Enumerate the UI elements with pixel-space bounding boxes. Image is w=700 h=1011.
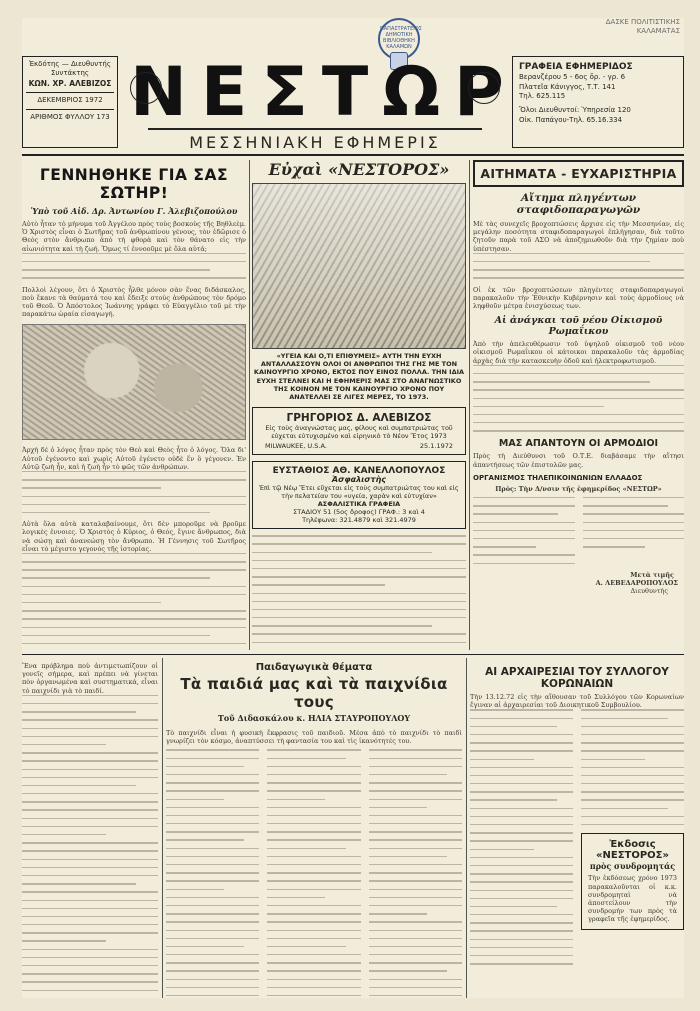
offices-line2: Πλατεῖα Κάνιγγος, Τ.Τ. 141 [519,82,616,91]
article-body-lines [473,253,684,279]
masthead [130,53,518,152]
ad-role: Ἀσφαλιστὴς [331,475,387,485]
article-paragraph: Μὲ τὰς συνεχεῖς βροχοπτώσεις ἄρχισε εἰς τὴν Μεσσηνίαν, εἰς μεγάλην ποσότητα σταφιδοπαραγωγοὶ ἐπλήγησαν, διὰ τοῦτο ζητοῦν παρὰ τοῦ ΑΣΟ νὰ ἀποζημιωθοῦν διὰ τὴν ζημίαν ποὺ ὑπέστησαν. [473,220,684,253]
letter-body [473,497,684,571]
divider [26,92,114,93]
issue-date: ΔΕΚΕΜΒΡΙΟΣ 1972 [37,96,103,105]
column-rule [469,160,470,650]
publisher-box [22,56,118,148]
photo-caption: «ΥΓΕΙΑ ΚΑΙ Ο,ΤΙ ΕΠΙΘΥΜΕΙΣ» ΑΥΤΗ ΤΗΝ ΕΥΧΗ ΑΝΤΑΛΛΑΣΣΟΥΝ ΟΛΟΙ ΟΙ ΑΝΘΡΩΠΟΙ ΤΗΣ ΓΗΣ ΜΕ ΤΟΝ ΚΑΙΝΟΥΡΓΙΟ ΧΡΟΝΟ, ΕΚΤΟΣ ΠΟΥ ΕΙΝΟΣ ΠΟΛΛΑ. ΤΗΝ ΙΔΙΑ ΕΥΧΗ ΣΤΕΛΝΕΙ ΚΑΙ Η ΕΦΗΜΕΡΙΣ ΜΑΣ ΣΤΟ ΑΝΑΓΝΩΣΤΙΚΟ ΤΗΣ ΚΟΙΝΟΝ ΜΕ ΤΟΝ ΚΑΙΝΟΥΡΓΙΟ ΧΡΟΝΟ ΠΟΥ ΑΝΑΤΕΛΛΕΙ ΣΕ ΛΙΓΕΣ ΜΕΡΕΣ, ΤΟ 1973. [253,352,465,402]
nativity-illustration [22,324,246,440]
newspaper-subtitle: ΜΕΣΣΗΝΙΑΚΗ ΕΦΗΜΕΡΙΣ [148,128,482,152]
section-heading-romaiiko: Αἱ ἀνάγκαι τοῦ νέου Οἰκισμοῦ Ρωμαΐικου [494,315,663,338]
notice-heading: Ἐκδοσις «ΝΕΣΤΟΡΟΣ» [596,839,669,862]
ote-organization: ΟΡΓΑΝΙΣΜΟΣ ΤΗΛΕΠΙΚΟΙΝΩΝΙΩΝ ΕΛΛΑΔΟΣ [473,473,643,482]
greeting-ad-alevizos [252,407,466,455]
stamp-text: ΠΑΠΑΣΤΡΑΤΕΙΟΣ ΔΗΜΟΤΙΚΗ ΒΙΒΛΙΟΘΗΚΗ ΚΑΛΑΜΩΝ [380,26,422,50]
article-body-lines [22,695,158,991]
winter-photo [252,183,466,349]
publisher-name: ΚΩΝ. ΧΡ. ΑΛΕΒΙΖΟΣ [28,78,112,88]
corner-note-line2: ΚΑΛΑΜΑΤΑΣ [636,27,680,36]
article-paragraph: Ἕνα πρόβλημα ποὺ ἀντιμετωπίζουν οἱ γονεῖς σήμερα, καὶ πρέπει νὰ γίνεται πὸν ὀργανωμένα καὶ συστηματικά, εἶναι τὸ παιχνίδι γιὰ τὸ παιδί. [22,662,158,695]
article-paragraph: Αὐτὰ ὅλα αὐτὰ καταλαβαίνουμε, ὅτι δὲν μποροῦμε νὰ βροῦμε λογικὲς ἐννοιες. Ὁ Χριστὸς ὁ Κύριος, ὁ Θεός, ἔγινε ἄνθρωπος, διὰ νὰ σώσῃ καὶ ἀνανεώσῃ τὸν ἄνθρωπο. Ἡ Γέννησις τοῦ Σωτῆρος εἶναι τὸ μέγιστο γεγονὸς τῆς ἱστορίας. [22,520,246,553]
section-box-heading: ΑΙΤΗΜΑΤΑ - ΕΥΧΑΡΙΣΤΗΡΙΑ [473,160,684,187]
newspaper-title: ΝΕΣΤΩΡ [130,53,518,132]
letter-recipient: Πρὸς: Τὴν Δ/νσιν τῆς ἐφημερίδος «ΝΕΣΤΩΡ» [495,484,662,493]
offices-cost1: Ὅλοι Διευθυντοί: Ὑπηρεσία 120 [519,106,631,115]
ad-phone: Τηλέφωνα: 321.4879 καὶ 321.4979 [302,516,416,525]
ad-firm: ΑΣΦΑΛΙΣΤΙΚΑ ΓΡΑΦΕΙΑ [317,500,401,509]
column-rule [162,658,163,998]
article-byline: Τοῦ Διδασκάλου κ. ΗΛΙΑ ΣΤΑΥΡΟΠΟΥΛΟΥ [217,713,411,723]
article-kicker: Παιδαγωγικὰ θέματα [255,662,373,673]
article-headline: Τὰ παιδιά μας καὶ τὰ παιχνίδια τους [180,675,448,711]
offices-line3: Τηλ. 625.115 [519,92,566,101]
subscribers-notice [581,833,684,929]
letter-sign-role: Μετὰ τιμῆς [630,570,674,579]
publisher-label: Ἐκδότης — Διευθυντής [29,60,111,68]
article-paragraph: Ἀπὸ τὴν ἀπελευθέρωσιν τοῦ ὑψηλοῦ οἰκισμοῦ τοῦ νέου οἰκισμοῦ Ρωμαΐικου οἱ κάτοικοι παρακαλοῦν τὰς ἁρμοδίας ἀρχὰς διὰ τὴν κατασκευὴν ὁδοῦ καὶ ἡλεκτροφωτισμοῦ. [473,340,684,365]
article-kids-games [166,658,462,998]
publisher-role: Συντάκτης [50,69,90,78]
ad-date: 25.1.1972 [419,442,453,451]
notice-subheading: πρὸς συνδρομητάς [589,861,676,872]
top-rule [22,154,684,156]
offices-heading: ΓΡΑΦΕΙΑ ΕΦΗΜΕΡΙΔΟΣ [519,62,633,72]
article-body-lines [22,253,246,279]
article-headline: ΑΙ ΑΡΧΑΙΡΕΣΙΑΙ ΤΟΥ ΣΥΛΛΟΓΟΥ ΚΟΡΩΝΑΙΩΝ [485,666,669,690]
article-paragraph: Ἀρχὴ δέ ὁ λόγος ἦταν πρὸς τὸν Θεὸ καὶ Θεὸς ἦτο ὁ λόγος. Ὅλα δι' Αὐτοῦ ἐγένοντο καὶ χωρὶς Αὐτοῦ ἐγένετο οὐδὲ ἕν ὃ γέγονεν. Ἐν Αὐτῷ ζωὴ ἦν, καὶ ἡ ζωὴ ἦν τὸ φῶς τῶν ἀνθρώπων. [22,446,246,471]
column-rule [466,658,467,998]
article-paragraph: Οἱ ἐκ τῶν βροχοπτώσεων πληγέντες σταφιδοπαραγωγοὶ παρακαλοῦν τὴν Ἐθνικὴν Κυβέρνησιν καὶ τοὺς ἁρμοδίους νὰ ληφθοῦν μέτρα ἐνισχύσεως των. [473,285,684,310]
requests-section [473,160,684,650]
nestor-emblem-icon [130,72,162,104]
article-paragraph: Πρὸς τὴ Διεύθυνσι τοῦ Ο.Τ.Ε. διαβάσαμε τὴν αἴτησι ἀπαντήσεως τῶν ἐπιστολῶν μας. [473,452,684,469]
ad-text: Εἰς τοὺς ἀναγνώστας μας, φίλους καὶ συμπατριώτας τοῦ εὐχεται εὐτυχισμένο καὶ εἰρηνικὸ τὸ Νέον Ἔτος 1973 [265,424,453,441]
article-christmas [22,160,246,650]
section-heading-answers: ΜΑΣ ΑΠΑΝΤΟΥΝ ΟΙ ΑΡΜΟΔΙΟΙ [498,438,659,450]
ad-text: Ἐπὶ τῷ Νέῳ Ἔτει εὔχεται εἰς τοὺς συμπατριώτας του καὶ εἰς τὴν πελατείαν του «υγεία, χαρὰν καὶ εὐτυχίαν» [259,484,459,501]
article-paragraph: Πολλοὶ λέγουν, ὅτι ὁ Χριστὸς ἦλθε μόνον σὰν ἕνας διδάσκαλος, ποὺ ἔκανε τὰ θαύματά του καὶ ἔδειξε στοὺς ἀνθρώπους τὸν δρόμο τοῦ Θεοῦ. Ὁ Ἀπόστολος Ἰωάννης γράφει τὸ Εὐαγγέλιο τοῦ μὲ τὴν παρακάτω ὡραία εἰσαγωγή. [22,285,246,319]
article-paragraph: Τὸ παιχνίδι εἶναι ἡ φυσικὴ ἔκφρασις τοῦ παιδιοῦ. Μέσα ἀπὸ τὸ παιχνίδι τὸ παιδὶ γνωρίζει τὸν κόσμο, ἀναπτύσσει τὴ φαντασία του καὶ τὶς ἱκανότητές του. [166,729,462,746]
greetings-section [252,160,466,650]
greeting-ad-kanellopoulos [252,461,466,529]
offices-box [512,56,684,148]
kids-continuation [22,658,158,998]
offices-cost2: Οἰκ. Παπάγου-Τηλ. 65.16.334 [519,115,623,124]
ad-name: ΓΡΗΓΟΡΙΟΣ Δ. ΑΛΕΒΙΖΟΣ [286,412,432,425]
nestor-emblem-icon [468,72,500,104]
article-columns [166,749,462,998]
article-byline: Ὑπὸ τοῦ Αἰδ. Δρ. Ἀντωνίου Γ. Ἀλεβιζοπούλου [30,206,238,216]
letter-sign-title: Διευθυντὴς [630,587,668,596]
greetings-headline: Εὐχαὶ «ΝΕΣΤΟΡΟΣ» [268,160,450,179]
ad-place: MILWAUKEE, U.S.A. [265,442,327,451]
article-body-lines [22,553,246,650]
newspaper-page [22,18,684,998]
article-koronaioi [470,658,684,998]
column-rule [249,160,250,650]
article-paragraph: Τὴν 13.12.72 εἰς τὴν αἴθουσαν τοῦ Συλλόγου τῶν Κορωναίων ἔγιναν αἱ ἀρχαιρεσίαι τοῦ Διοικητικοῦ Συμβουλίου. [470,693,684,710]
notice-text: Τὴν ἐκδόσεως χρόνο 1973 παρακαλοῦνται οἱ κ.κ. συνδρομηταὶ νὰ ἀποστείλουν τὴν συνδρομήν των πρὸς τὰ γραφεῖα τῆς ἐφημερίδος. [588,874,677,924]
offices-line1: Βερανζέρου 5 - 6ος ὄρ. - γρ. 6 [519,73,626,82]
middle-rule [22,654,684,655]
ad-address: ΣΤΑΔΙΟΥ 51 (5ος ὄροφος) ΓΡΑΦ.: 3 καὶ 4 [293,508,425,517]
article-paragraph: Αὐτὸ ἦταν τὸ μήνυμα τοῦ Ἀγγέλου πρὸς τοὺς βοσκοὺς τῆς Βηθλεὲμ. Ὁ Χριστὸς εἶναι ὁ Σωτῆρας τοῦ ἀνθρωπίνου γένους, τὸν ἐδῶρισε ὁ Θεὸς στὸν ἄνθρωπο ἀπὸ τὴ φθορὰ καὶ τὸν θάνατο εἰς τὴν αἰωνιότητα καὶ τὴ ζωή. Ὅμως τί ἐννοοῦμε μὲ ὅλα αὐτά; [22,220,246,253]
corner-note-line1: ΔΑΣΚΕ ΠΟΛΙΤΙΣΤΙΚΗΣ [605,18,680,26]
article-body-lines [473,365,684,432]
letter-sign-name: Α. ΛΕΒΕΔΑΡΟΠΟΥΛΟΣ [595,578,678,587]
article-headline: ΓΕΝΝΗΘΗΚΕ ΓΙΑ ΣΑΣ ΣΩΤΗΡ! [39,166,229,202]
corner-note [606,18,680,36]
article-columns [470,709,684,971]
issue-number: ΑΡΙΘΜΟΣ ΦΥΛΛΟΥ 173 [30,112,110,121]
article-continuation-lines [252,535,466,650]
article-body-lines [22,471,246,513]
ad-name: ΕΥΣΤΑΘΙΟΣ ΑΘ. ΚΑΝΕΛΛΟΠΟΥΛΟΣ [272,466,446,477]
section-subheading: Αἴτημα πληγέντων σταφιδοπαραγωγῶν [516,192,641,216]
divider [26,109,114,110]
ad-signature [255,442,463,450]
